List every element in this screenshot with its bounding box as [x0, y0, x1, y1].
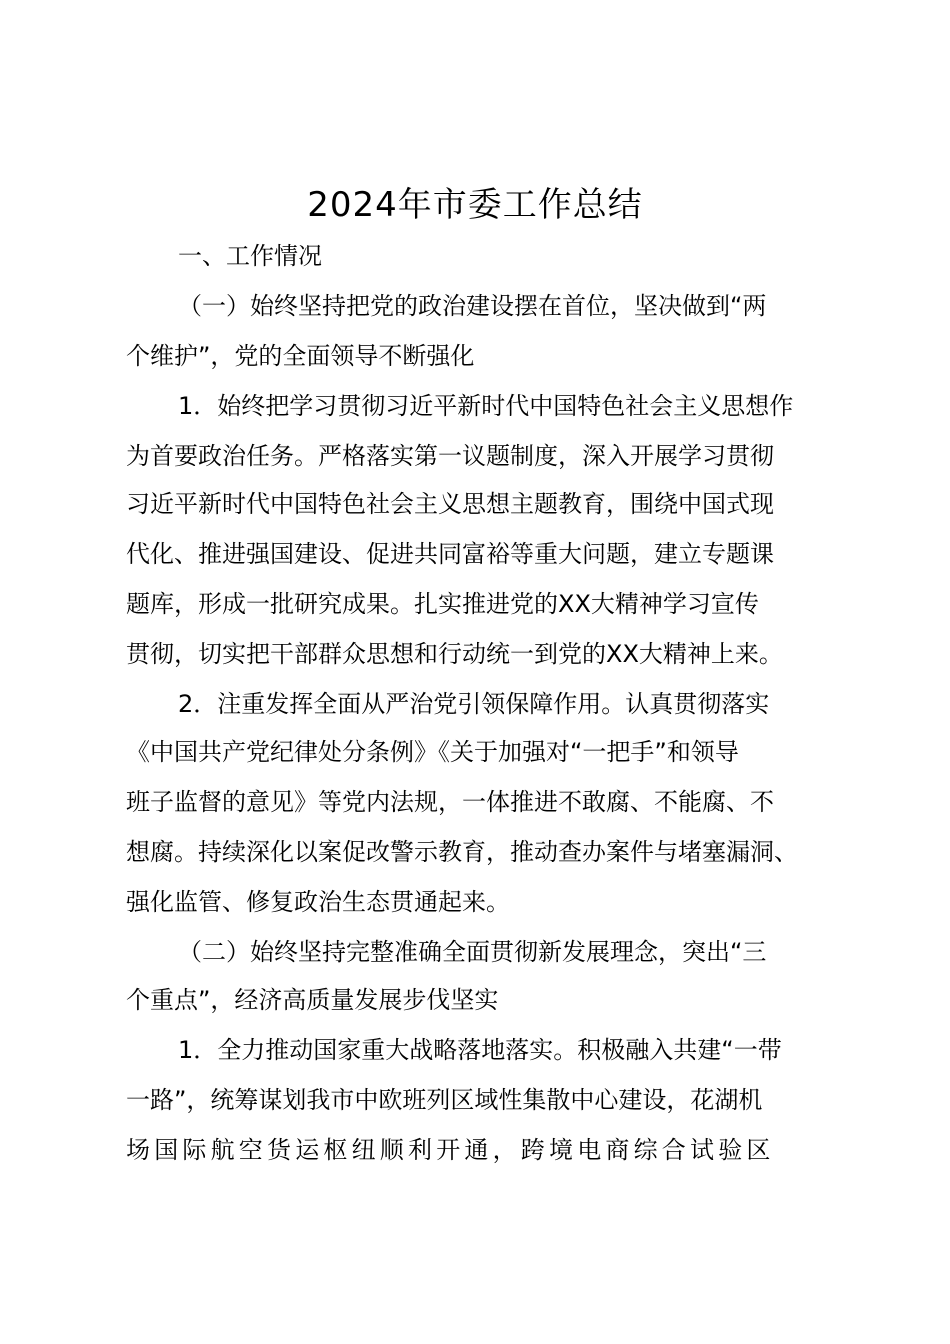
paragraph-line: 想腐。持续深化以案促改警示教育，推动查办案件与堵塞漏洞、 — [126, 838, 798, 866]
paragraph-line: 班子监督的意见》等党内法规，一体推进不敢腐、不能腐、不 — [126, 788, 774, 816]
paragraph-line: 习近平新时代中国特色社会主义思想主题教育，围绕中国式现 — [126, 490, 774, 518]
subsection-heading: （一）始终坚持把党的政治建设摆在首位，坚决做到“两 — [178, 292, 767, 320]
paragraph-line: 1．全力推动国家重大战略落地落实。积极融入共建“一带 — [178, 1036, 782, 1064]
paragraph-line: 一路”，统筹谋划我市中欧班列区域性集散中心建设，花湖机 — [126, 1086, 763, 1114]
paragraph-line: 2．注重发挥全面从严治党引领保障作用。认真贯彻落实 — [178, 690, 770, 718]
paragraph-line: 代化、推进强国建设、促进共同富裕等重大问题，建立专题课 — [126, 540, 774, 568]
section-heading: 一、工作情况 — [178, 242, 322, 270]
document-title: 2024年市委工作总结 — [307, 185, 643, 225]
subsection-heading-cont: 个维护”，党的全面领导不断强化 — [126, 342, 475, 370]
paragraph-line: 1．始终把学习贯彻习近平新时代中国特色社会主义思想作 — [178, 392, 794, 420]
paragraph-line: 《中国共产党纪律处分条例》《关于加强对“一把手”和领导 — [126, 738, 739, 766]
paragraph-line: 场国际航空货运枢纽顺利开通，跨境电商综合试验区 — [126, 1136, 775, 1164]
paragraph-line: 贯彻，切实把干部群众思想和行动统一到党的XX大精神上来。 — [126, 640, 783, 668]
paragraph-line: 强化监管、修复政治生态贯通起来。 — [126, 888, 510, 916]
subsection-heading: （二）始终坚持完整准确全面贯彻新发展理念，突出“三 — [178, 938, 767, 966]
subsection-heading-cont: 个重点”，经济高质量发展步伐坚实 — [126, 986, 499, 1014]
paragraph-line: 为首要政治任务。严格落实第一议题制度，深入开展学习贯彻 — [126, 442, 774, 470]
paragraph-line: 题库，形成一批研究成果。扎实推进党的XX大精神学习宣传 — [126, 590, 759, 618]
